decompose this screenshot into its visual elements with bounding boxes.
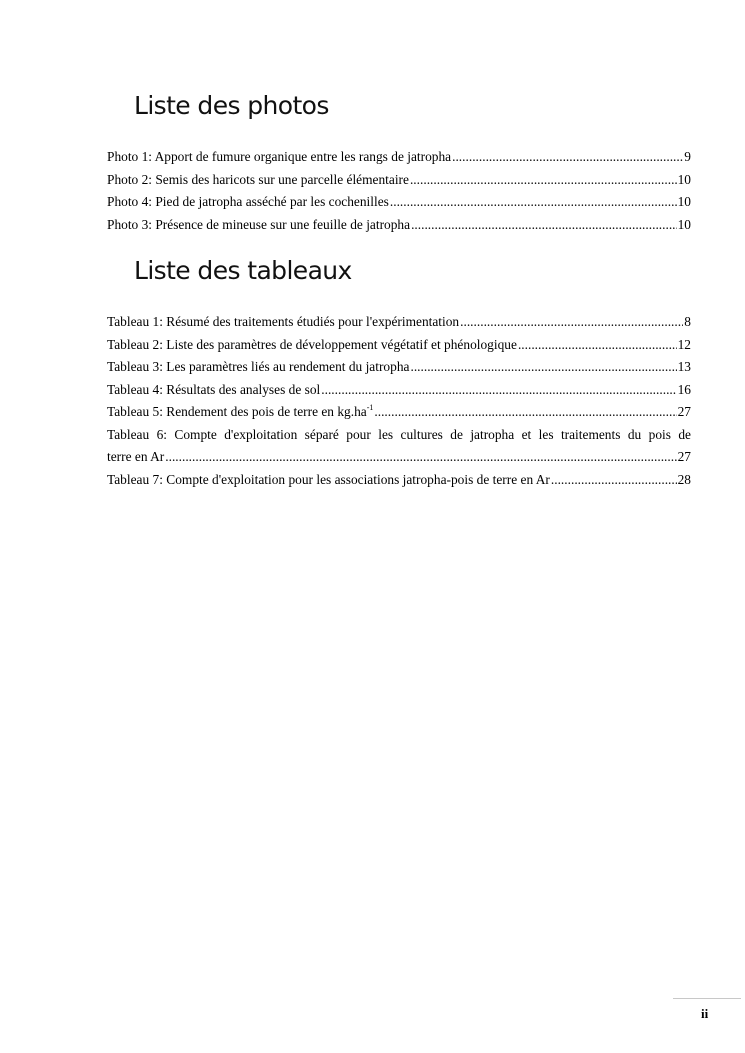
toc-entry-photo-2[interactable] (107, 169, 691, 192)
toc-entry-label: Tableau 7: Compte d'exploitation pour les associations jatropha-pois de terre en Ar (107, 471, 550, 487)
dot-leader (321, 379, 676, 402)
list-of-tables-heading: Liste des tableaux (134, 256, 352, 285)
toc-entry-photo-4[interactable] (107, 191, 691, 214)
toc-entry-label: Tableau 3: Les paramètres liés au rendement du jatropha (107, 359, 410, 374)
toc-entry-page: 9 (684, 149, 691, 164)
dot-leader (410, 169, 677, 192)
toc-entry-label: Photo 4: Pied de jatropha asséché par les cochenilles (107, 194, 389, 209)
dot-leader (410, 356, 676, 379)
toc-entry-label: Photo 1: Apport de fumure organique entre les rangs de jatropha (107, 149, 452, 164)
dot-leader (518, 334, 677, 357)
dot-leader (390, 191, 677, 214)
toc-entry-label-text: Tableau 5: Rendement des pois de terre en kg.ha (107, 404, 367, 419)
toc-entry-page: 27 (677, 449, 691, 464)
toc-entry-page: 16 (677, 381, 691, 397)
toc-entry-label: Tableau 1: Résumé des traitements étudiés pour l'expérimentation (107, 314, 460, 329)
dot-leader (411, 214, 677, 237)
toc-entry-page: 10 (677, 216, 691, 232)
toc-entry-page: 10 (677, 194, 691, 209)
toc-entry-page: 12 (677, 336, 691, 352)
toc-entry-table-7[interactable] (107, 469, 691, 492)
dot-leader (551, 469, 677, 492)
toc-entry-page: 27 (677, 404, 691, 419)
toc-entry-label: Tableau 2: Liste des paramètres de développement végétatif et phénologique (107, 336, 517, 352)
toc-entry-table-4[interactable] (107, 379, 691, 402)
toc-entry-page: 10 (677, 171, 691, 187)
toc-entry-label: Photo 2: Semis des haricots sur une parcelle élémentaire (107, 171, 409, 187)
toc-entry-table-5[interactable] (107, 401, 691, 424)
toc-entry-table-1[interactable] (107, 311, 691, 334)
toc-entry-page: 8 (684, 314, 691, 329)
list-of-tables (107, 311, 691, 491)
toc-entry-line2 (107, 446, 691, 469)
list-of-photos (107, 146, 691, 236)
toc-entry-page: 28 (677, 471, 691, 487)
page-number: ii (701, 1006, 709, 1021)
toc-entry-label: Photo 3: Présence de mineuse sur une feuille de jatropha (107, 216, 411, 232)
dot-leader (460, 311, 683, 334)
toc-entry-table-3[interactable] (107, 356, 691, 379)
toc-entry-page: 13 (677, 359, 691, 374)
toc-entry-label-line1: Tableau 6: Compte d'exploitation séparé pour les cultures de jatropha et les traitements du pois de (107, 426, 691, 442)
toc-entry-label-line2: terre en Ar (107, 449, 165, 464)
toc-entry-label: Tableau 4: Résultats des analyses de sol (107, 381, 321, 397)
toc-entry-label (107, 401, 373, 424)
list-of-photos-heading: Liste des photos (134, 91, 329, 120)
toc-entry-table-6[interactable] (107, 424, 691, 469)
toc-entry-photo-1[interactable] (107, 146, 691, 169)
toc-entry-photo-3[interactable] (107, 214, 691, 237)
dot-leader (452, 146, 683, 169)
unit-superscript: -1 (366, 403, 374, 412)
footer-divider (673, 998, 741, 999)
dot-leader (374, 401, 676, 424)
toc-entry-table-2[interactable] (107, 334, 691, 357)
dot-leader (165, 446, 676, 469)
